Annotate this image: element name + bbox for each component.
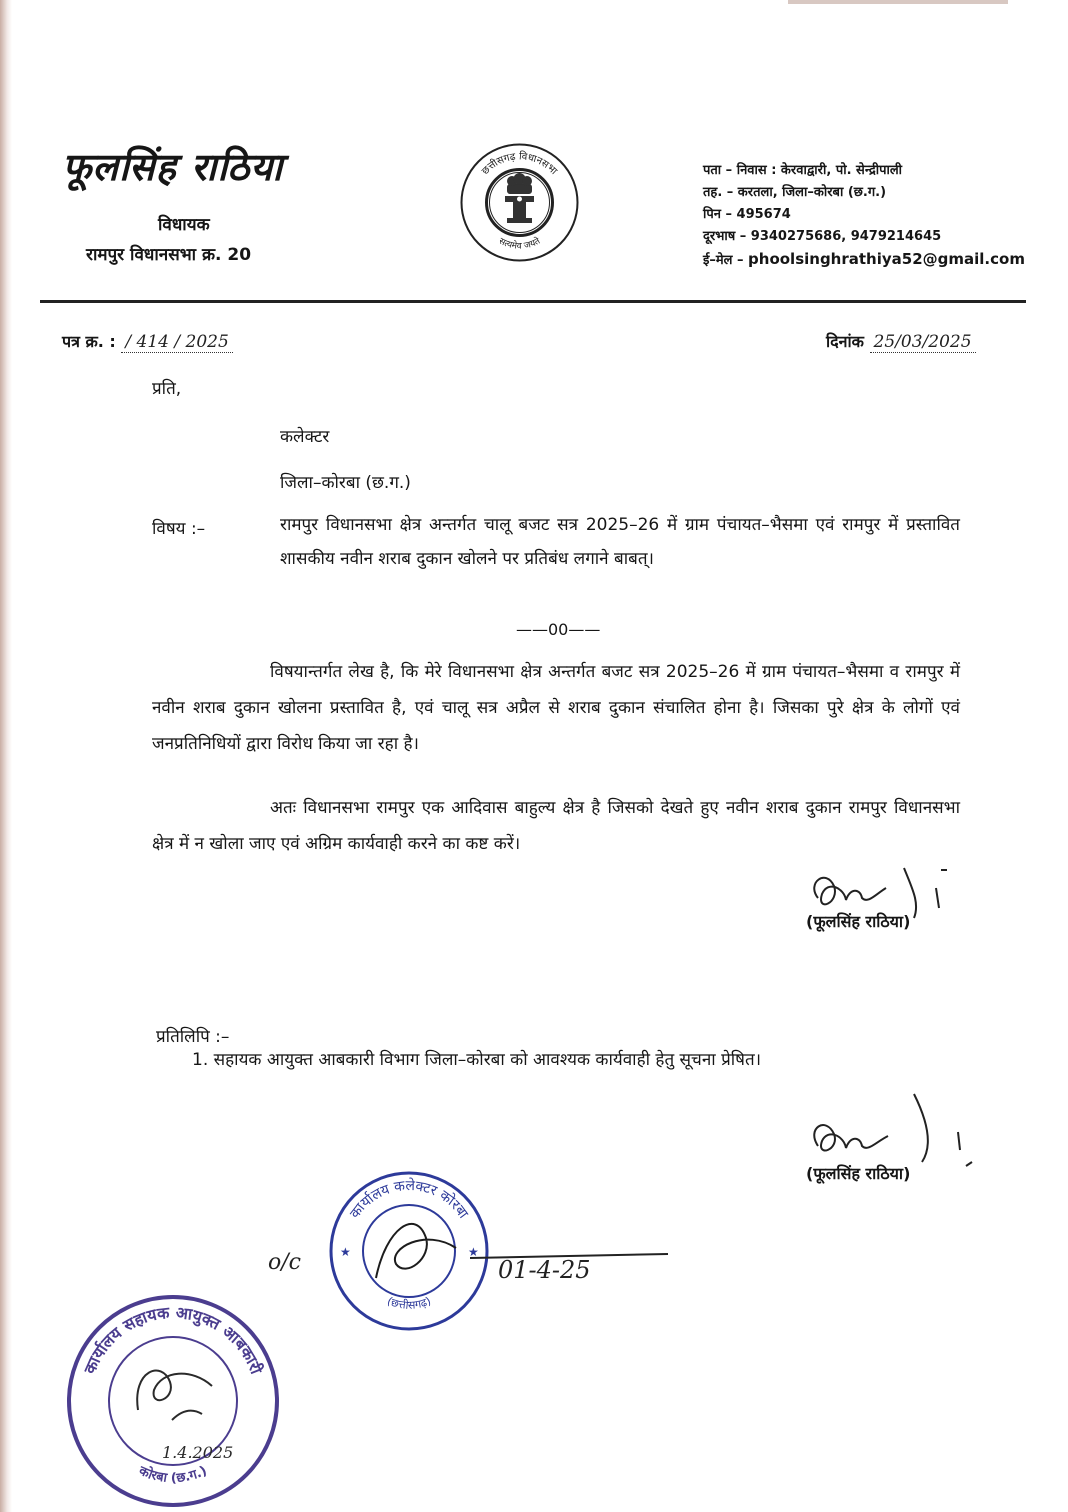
subject-label: विषय :– [152, 519, 206, 539]
received-date: 01-4-25 [498, 1256, 591, 1284]
section-separator: ——00—— [516, 620, 601, 639]
lion-capital-icon [505, 173, 534, 223]
contact-email[interactable]: phoolsinghrathiya52@gmail.com [748, 250, 1025, 268]
contact-address-line2: तह. – करतला, जिला–कोरबा (छ.ग.) [703, 185, 887, 200]
letterhead-contact [703, 160, 1025, 272]
letter-number-field [62, 330, 233, 353]
letterhead-constituency: रामपुर विधानसभा क्र. 20 [86, 245, 252, 265]
salutation: प्रति, [152, 379, 182, 399]
letterhead-name: फूलसिंह राठिया [62, 145, 284, 189]
svg-text:कार्यालय कलेक्टर कोरबा [347, 1177, 471, 1222]
department-stamp [62, 1290, 284, 1512]
letter-number-label: पत्र क्र. : [62, 332, 116, 351]
date-field [826, 330, 976, 353]
date-label: दिनांक [826, 332, 864, 351]
svg-text:कार्यालय सहायक आयुक्त आबकारी [80, 1303, 267, 1378]
scan-edge-left [0, 0, 12, 1512]
department-stamp-bottom: कोरबा (छ.ग.) [136, 1463, 210, 1487]
department-stamp-date: 1.4.2025 [162, 1443, 234, 1462]
contact-pin: पिन – 495674 [703, 207, 791, 222]
contact-phone: दूरभाष – 9340275686, 9479214645 [703, 229, 942, 244]
contact-address-line1: पता – निवास : केरवाद्वारी, पो. सेन्द्रीपाली [703, 163, 903, 178]
scan-edge-top [788, 0, 1008, 4]
signatory-name: (फूलसिंह राठिया) [806, 912, 911, 931]
recipient-title: कलेक्टर [280, 427, 330, 447]
copy-item [192, 1044, 952, 1076]
oc-note: o/c [268, 1250, 301, 1275]
emblem-text-bottom: सत्यमेव जयते [496, 236, 543, 252]
office-stamp-bottom: (छत्तीसगढ़) [385, 1294, 433, 1312]
office-stamp [326, 1168, 492, 1334]
department-stamp-text: कार्यालय सहायक आयुक्त आबकारी [80, 1302, 266, 1377]
signatory-name-2: (फूलसिंह राठिया) [806, 1164, 911, 1183]
svg-text:★: ★ [468, 1245, 479, 1259]
assembly-emblem-icon [457, 140, 582, 265]
copy-item-text: सहायक आयुक्त आबकारी विभाग जिला–कोरबा को आवश्यक कार्यवाही हेतु सूचना प्रेषित। [213, 1050, 762, 1070]
contact-email-label: ई–मेल – [703, 253, 749, 268]
letterhead-designation: विधायक [158, 215, 210, 235]
letterhead-divider [40, 300, 1026, 303]
letter-number-value: / 414 / 2025 [121, 332, 232, 353]
signature-image [796, 858, 966, 948]
body-paragraph-1: विषयान्तर्गत लेख है, कि मेरे विधानसभा क्षेत्र अन्तर्गत बजट सत्र 2025–26 में ग्राम पंचायत–भैसमा व रामपुर में नवीन शराब दुकान खोलना प्रस्तावित है, एवं चालू सत्र अप्रैल से शराब दुकान संचालित होना है। जिसका पुरे क्षेत्र के लोगों एवं जनप्रतिनिधियों द्वारा विरोध किया जा रहा है। [152, 662, 960, 754]
copy-label: प्रतिलिपि :– [156, 1027, 230, 1047]
office-stamp-text: कार्यालय कलेक्टर कोरबा [346, 1177, 472, 1222]
body-paragraph-2: अतः विधानसभा रामपुर एक आदिवास बाहुल्य क्षेत्र है जिसको देखते हुए नवीन शराब दुकान रामपुर विधानसभा क्षेत्र में न खोला जाए एवं अग्रिम कार्यवाही करने का कष्ट करें। [152, 798, 960, 854]
recipient-district: जिला–कोरबा (छ.ग.) [280, 473, 411, 493]
date-value: 25/03/2025 [870, 332, 976, 353]
svg-text:★: ★ [340, 1245, 351, 1259]
subject-text: रामपुर विधानसभा क्षेत्र अन्तर्गत चालू बजट सत्र 2025–26 में ग्राम पंचायत–भैसमा एवं रामपुर में प्रस्तावित शासकीय नवीन शराब दुकान खोलने पर प्रतिबंध लगाने बाबत्। [280, 515, 960, 569]
emblem-text-top: छत्तीसगढ़ विधानसभा [479, 151, 559, 178]
copy-item-number: 1. [192, 1050, 209, 1070]
svg-text:सत्यमेव जयते [497, 234, 543, 251]
